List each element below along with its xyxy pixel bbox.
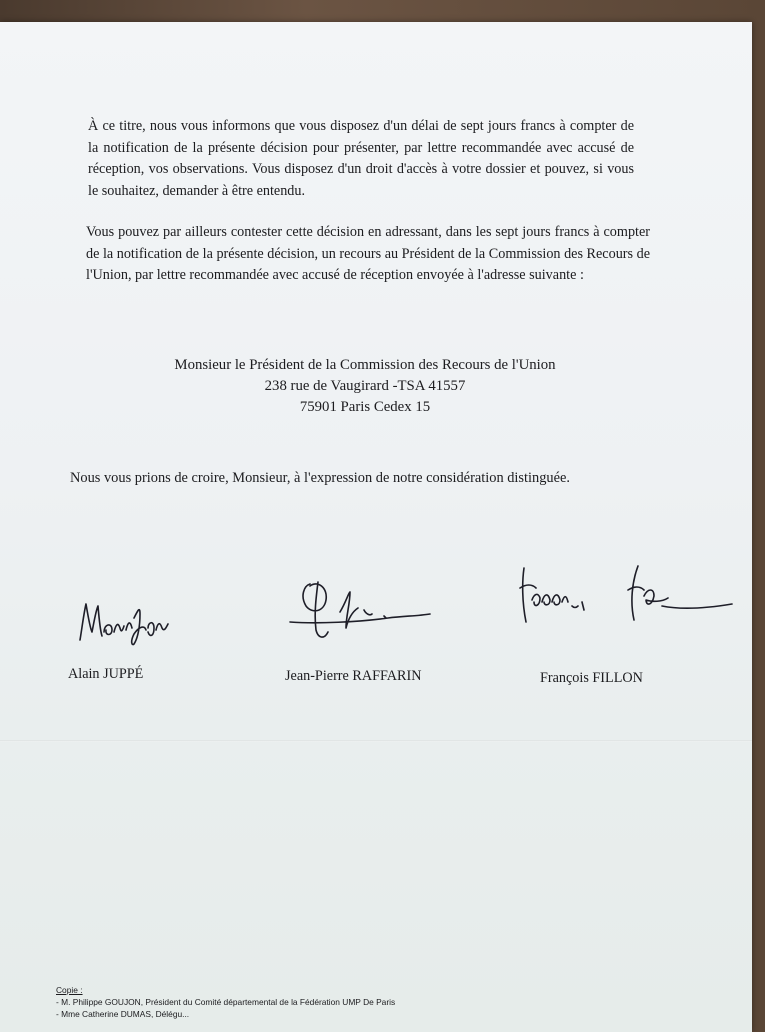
address-line-city: 75901 Paris Cedex 15: [299, 399, 431, 415]
appeal-address: [120, 355, 610, 418]
copy-recipients: [56, 984, 736, 1020]
letter-page: [0, 22, 752, 1032]
copy-label: Copie :: [56, 985, 83, 995]
address-line-street: 238 rue de Vaugirard -TSA 41557: [264, 378, 466, 394]
closing-formula: Nous vous prions de croire, Monsieur, à l'expression de notre considération distinguée.: [70, 470, 570, 486]
signatory-name-juppe: Alain JUPPÉ: [68, 666, 144, 682]
paragraph-appeal: Vous pouvez par ailleurs contester cette décision en adressant, dans les sept jours francs à compter de la notification de la présente décision, un recours au Président de la Commission des Recours de l'Union, par lettre recommandée avec accusé de réception envoyée à l'adresse suivante :: [86, 224, 650, 283]
signature-raffarin: [288, 574, 434, 658]
signature-juppe: [74, 592, 184, 648]
address-line-recipient: Monsieur le Président de la Commission des Recours de l'Union: [174, 357, 556, 373]
copy-recipient-goujon: - M. Philippe GOUJON, Président du Comité départemental de la Fédération UMP De Paris: [56, 997, 396, 1007]
signatory-name-fillon: François FILLON: [540, 670, 643, 686]
signature-fillon: [512, 562, 742, 642]
paragraph-observations: À ce titre, nous vous informons que vous disposez d'un délai de sept jours francs à compter de la notification de la présente décision pour présenter, par lettre recommandée avec accusé de réception, vos observations. Vous disposez d'un droit d'accès à votre dossier et pouvez, si vous le souhaitez, demander à être entendu.: [88, 118, 634, 199]
copy-recipient-dumas: - Mme Catherine DUMAS, Délégu...: [56, 1009, 190, 1019]
signatory-name-raffarin: Jean-Pierre RAFFARIN: [285, 668, 422, 684]
